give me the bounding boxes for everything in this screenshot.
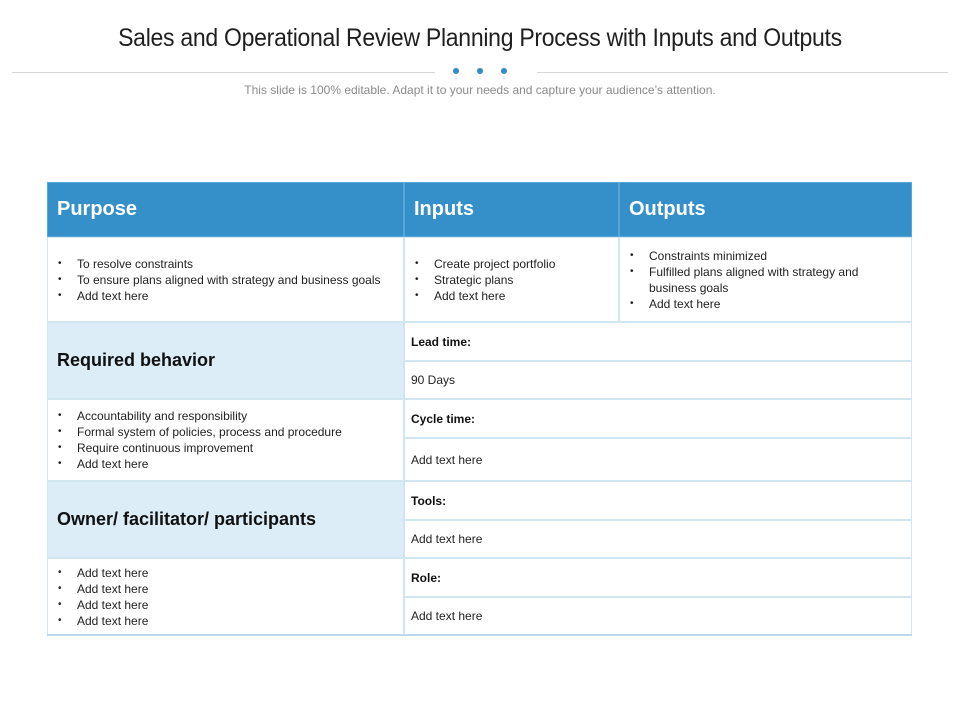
outputs-cell	[619, 237, 912, 322]
role-value: Add text here	[404, 597, 912, 635]
list-item: • Add text here	[48, 288, 403, 304]
list-item: • Accountability and responsibility	[48, 408, 403, 424]
cycle-time-value: Add text here	[404, 438, 912, 481]
list-item: • Formal system of policies, process and procedure	[48, 424, 403, 440]
required-behavior-list	[48, 408, 403, 472]
column-header-inputs: Inputs	[404, 182, 619, 237]
title-divider-left	[12, 72, 435, 73]
inputs-list	[405, 256, 618, 304]
dot-icon	[477, 68, 483, 74]
list-item: • Add text here	[48, 565, 403, 581]
outputs-list	[620, 248, 889, 312]
list-item: • Strategic plans	[405, 272, 618, 288]
purpose-cell	[47, 237, 404, 322]
title-divider-right	[537, 72, 948, 73]
table-bottom-border	[47, 634, 912, 636]
list-item: • Add text here	[48, 456, 403, 472]
tools-label: Tools:	[404, 481, 912, 520]
list-item: • Add text here	[48, 581, 403, 597]
dot-icon	[453, 68, 459, 74]
decorative-dots	[449, 68, 511, 76]
owner-heading: Owner/ facilitator/ participants	[47, 481, 404, 558]
list-item: • Create project portfolio	[405, 256, 618, 272]
column-header-purpose: Purpose	[47, 182, 404, 237]
required-behavior-cell	[47, 399, 404, 481]
list-item: • Fulfilled plans aligned with strategy and business goals	[620, 264, 889, 296]
list-item: • Add text here	[48, 597, 403, 613]
purpose-list	[48, 256, 403, 304]
process-table	[47, 182, 912, 635]
tools-value: Add text here	[404, 520, 912, 558]
cycle-time-label: Cycle time:	[404, 399, 912, 438]
page-subtitle: This slide is 100% editable. Adapt it to your needs and capture your audience’s attention.	[244, 83, 716, 97]
dot-icon	[501, 68, 507, 74]
list-item: • Require continuous improvement	[48, 440, 403, 456]
list-item: • To ensure plans aligned with strategy and business goals	[48, 272, 403, 288]
list-item: • To resolve constraints	[48, 256, 403, 272]
column-header-outputs: Outputs	[619, 182, 912, 237]
list-item: • Add text here	[405, 288, 618, 304]
owner-cell	[47, 558, 404, 635]
role-label: Role:	[404, 558, 912, 597]
lead-time-value: 90 Days	[404, 361, 912, 399]
page-title: Sales and Operational Review Planning Process with Inputs and Outputs	[118, 24, 842, 52]
list-item: • Add text here	[48, 613, 403, 629]
list-item: • Constraints minimized	[620, 248, 889, 264]
list-item: • Add text here	[620, 296, 889, 312]
lead-time-label: Lead time:	[404, 322, 912, 361]
required-behavior-heading: Required behavior	[47, 322, 404, 399]
owner-list	[48, 565, 403, 629]
inputs-cell	[404, 237, 619, 322]
